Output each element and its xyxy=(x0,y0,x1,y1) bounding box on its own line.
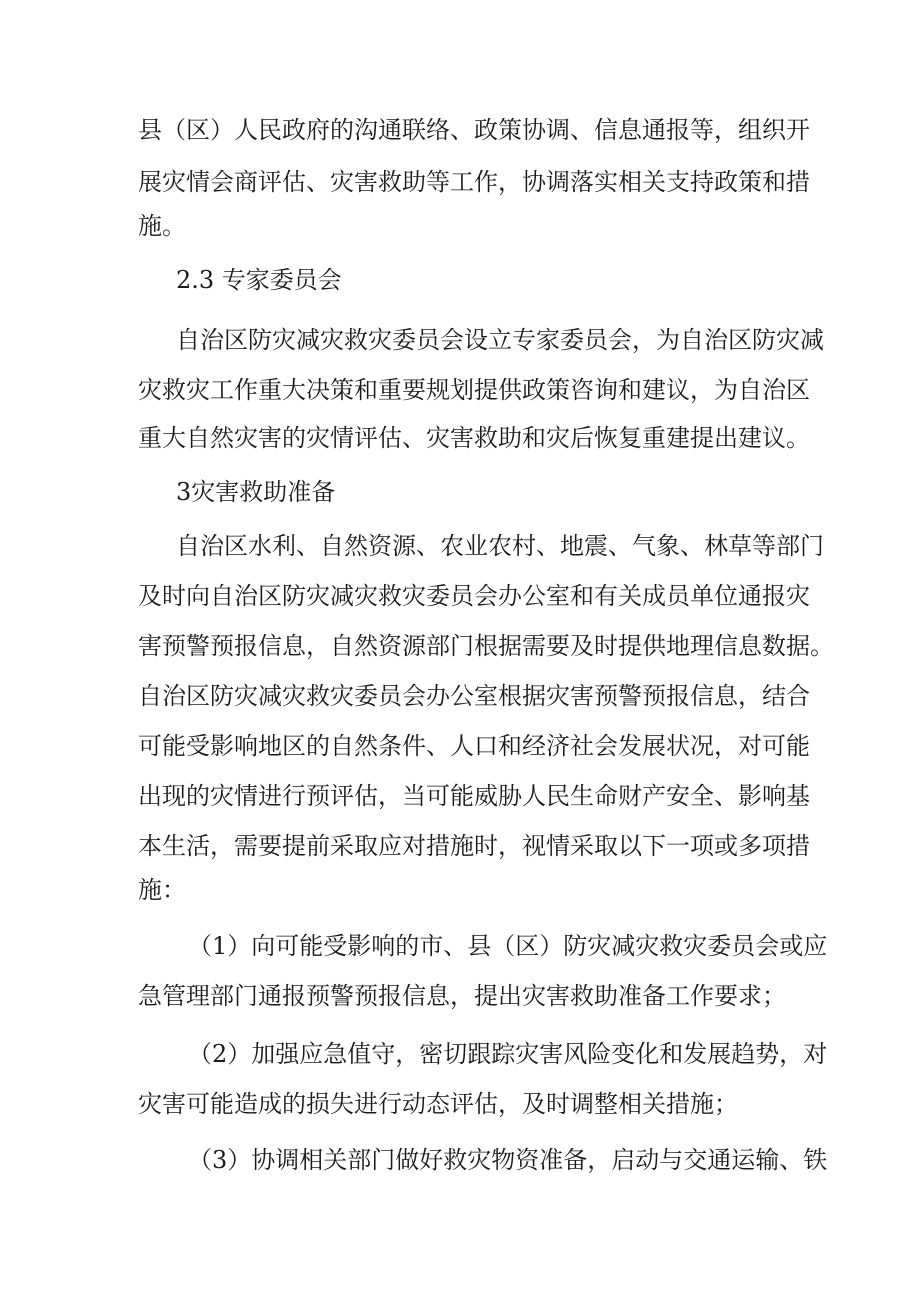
text-line-15: 本生活，需要提前采取应对措施时，视情采取以下一项或多项措 xyxy=(138,832,810,860)
list-item-1-line-2: 急管理部门通报预警预报信息，提出灾害救助准备工作要求； xyxy=(138,982,786,1010)
list-item-3-line-1: （3）协调相关部门做好救灾物资准备，启动与交通运输、铁 xyxy=(188,1146,828,1174)
text-line-11: 害预警预报信息，自然资源部门根据需要及时提供地理信息数据。 xyxy=(138,632,834,660)
text-line-6: 灾救灾工作重大决策和重要规划提供政策咨询和建议，为自治区 xyxy=(138,376,810,404)
text-line-16: 施： xyxy=(138,876,186,904)
text-line-3: 施。 xyxy=(138,212,186,240)
text-line-1: 县（区）人民政府的沟通联络、政策协调、信息通报等，组织开 xyxy=(138,116,810,144)
text-line-12: 自治区防灾减灾救灾委员会办公室根据灾害预警预报信息，结合 xyxy=(138,682,810,710)
text-line-5: 自治区防灾减灾救灾委员会设立专家委员会，为自治区防灾减 xyxy=(176,326,824,354)
section-heading-3: 3灾害救助准备 xyxy=(176,478,336,506)
section-heading-2-3: 2.3 专家委员会 xyxy=(176,266,342,294)
text-line-2: 展灾情会商评估、灾害救助等工作，协调落实相关支持政策和措 xyxy=(138,168,810,196)
text-line-13: 可能受影响地区的自然条件、人口和经济社会发展状况，对可能 xyxy=(138,732,810,760)
text-line-7: 重大自然灾害的灾情评估、灾害救助和灾后恢复重建提出建议。 xyxy=(138,424,810,452)
list-item-1-line-1: （1）向可能受影响的市、县（区）防灾减灾救灾委员会或应 xyxy=(188,932,828,960)
list-item-2-line-1: （2）加强应急值守，密切跟踪灾害风险变化和发展趋势，对 xyxy=(188,1040,828,1068)
list-item-2-line-2: 灾害可能造成的损失进行动态评估，及时调整相关措施； xyxy=(138,1090,738,1118)
text-line-10: 及时向自治区防灾减灾救灾委员会办公室和有关成员单位通报灾 xyxy=(138,582,810,610)
text-line-9: 自治区水利、自然资源、农业农村、地震、气象、林草等部门 xyxy=(176,532,824,560)
text-line-14: 出现的灾情进行预评估，当可能威胁人民生命财产安全、影响基 xyxy=(138,782,810,810)
